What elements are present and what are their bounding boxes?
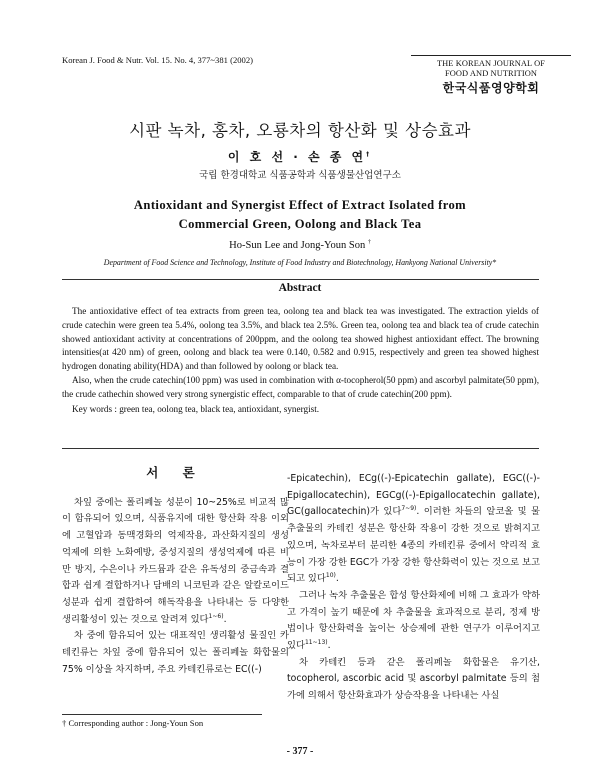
- intro-paragraph-3-end: .: [327, 640, 331, 652]
- abstract-bottom-rule: [62, 448, 539, 449]
- abstract-top-rule: [62, 279, 539, 280]
- korean-title: 시판 녹차, 홍차, 오룡차의 항산화 및 상승효과: [129, 121, 471, 140]
- abstract-keywords: Key words : green tea, oolong tea, black tea, antioxidant, synergist.: [72, 403, 320, 414]
- intro-paragraph-1-end: .: [223, 613, 227, 625]
- catechin-findings-end: .: [335, 573, 339, 585]
- journal-name-en-line1: THE KOREAN JOURNAL OF: [436, 59, 546, 68]
- body-right-column: [287, 471, 540, 705]
- english-title: [0, 196, 600, 233]
- abstract-paragraph-1: The antioxidative effect of tea extracts from green tea, oolong tea and black tea was investigated. The extraction yields of crude catechin were green tea 5.4%, oolong tea 3.5%, and black tea 2.5%. Green tea, oolong tea and black tea of crude catechin showed antioxidant activity at concentrations of 200ppm, and the oolong tea showed highest antioxidant effect. The browning intensities(at 420 nm) of green, oolong and black tea were 0.140, 0.582 and 0.915, respectively and green tea showed highest hydrogen donating ability(HDA) and than followed by oolong or black tea.: [62, 306, 539, 372]
- abstract-paragraph-2: Also, when the crude catechin(100 ppm) was used in combination with α-tocopherol(50 ppm) and ascorbyl palmitate(50 ppm), the crude cathechin showed very strong synergistic effect, comparable to that of crude catechin(200 ppm).: [62, 374, 539, 399]
- page-number: - 377 -: [286, 746, 314, 757]
- reference-mark: 10): [325, 572, 336, 580]
- reference-mark: 7~9): [401, 505, 417, 513]
- english-authors: [0, 240, 600, 251]
- catechin-findings: . 이러한 차들의 알코올 및 물 추출물의 카테킨 성분은 항산화 작용이 강한 것으로 밝혀지고 있으며, 녹차로부터 분리한 4종의 카테킨류 중에서 약리적 효능이 가장 강한 EGC가 가장 강한 항산화력이 있는 것으로 보고되고 있다: [287, 506, 540, 585]
- english-affiliation: Department of Food Science and Technology, Institute of Food Industry and Biotechnology, Hankyong National University*: [103, 258, 497, 267]
- section-title-introduction: 서 론: [146, 465, 205, 480]
- english-author-names: Ho-Sun Lee and Jong-Youn Son: [229, 240, 366, 251]
- english-title-line1: Antioxidant and Synergist Effect of Extract Isolated from: [133, 198, 467, 212]
- dagger-mark: †: [366, 151, 373, 158]
- body-left-column: [62, 465, 289, 678]
- footnote-rule: [62, 714, 262, 715]
- korean-affiliation: 국립 한경대학교 식품공학과 식품생물산업연구소: [199, 170, 401, 181]
- english-title-line2: Commercial Green, Oolong and Black Tea: [178, 216, 422, 231]
- reference-mark: 1~6): [208, 612, 224, 620]
- intro-paragraph-2-continued: [287, 471, 540, 588]
- korean-author-names: 이 호 선 · 손 종 연: [227, 150, 367, 164]
- journal-citation: Korean J. Food & Nutr. Vol. 15. No. 4, 377~381 (2002): [62, 55, 254, 65]
- journal-name-ko: 한국식품영양학회: [442, 81, 540, 96]
- journal-logo: [411, 55, 571, 96]
- reference-mark: 11~13): [304, 638, 328, 646]
- korean-authors: [0, 148, 600, 165]
- intro-paragraph-1-text: 차잎 중에는 폴리페놀 성분이 10~25%로 비교적 많이 함유되어 있으며, 식품유지에 대한 항산화 작용 이외에 고혈압과 동맥경화의 억제작용, 과산화지질의 생성 억제에 의한 노화예방, 중성지질의 생성억제에 따른 비만 방지, 수은이나 카드뮴과 같은 유독성의 중금속과 결합과 쉽게 결합하거나 담배의 니코틴과 같은 알칼로이드 성분과 쉽게 결합하여 해독작용을 나타내는 등 다양한 생리활성이 있는 것으로 알려져 있다: [62, 496, 289, 625]
- abstract-body: [62, 305, 539, 416]
- intro-paragraph-1: [62, 495, 289, 629]
- dagger-mark-en: †: [367, 239, 371, 246]
- intro-paragraph-3-text: 그러나 녹차 추출물은 합성 항산화제에 비해 그 효과가 약하고 가격이 높기 때문에 차 추출물을 효과적으로 분리, 정제 방법이나 항산화력을 높이는 상승제에 관한 연구가 이루어지고 있다: [287, 589, 540, 652]
- intro-paragraph-3: [287, 588, 540, 655]
- catechin-list: -Epicatechin), ECg((-)-Epicatechin gallate), EGC((-)-Epigallocatechin), EGCg((-)-Epigallocatechin gallate), GC(gallocatechin)가 있다: [287, 473, 540, 518]
- abstract-heading: Abstract: [278, 282, 322, 294]
- intro-paragraph-4: 차 카테킨 등과 같은 폴리페놀 화합물은 유기산, tocopherol, ascorbic acid 및 ascorbyl palmitate 등의 첨가에 의해서 항산화효과가 상승작용을 나타내는 사실: [287, 656, 540, 702]
- journal-name-en-line2: FOOD AND NUTRITION: [444, 68, 538, 78]
- intro-paragraph-2: 차 중에 함유되어 있는 대표적인 생리활성 물질인 카테킨류는 차잎 중에 함유되어 있는 폴리페놀 화합물의 75% 이상을 차지하며, 주요 카테킨류로는 EC((-): [62, 630, 289, 675]
- corresponding-author-footnote: † Corresponding author : Jong-Youn Son: [62, 718, 204, 728]
